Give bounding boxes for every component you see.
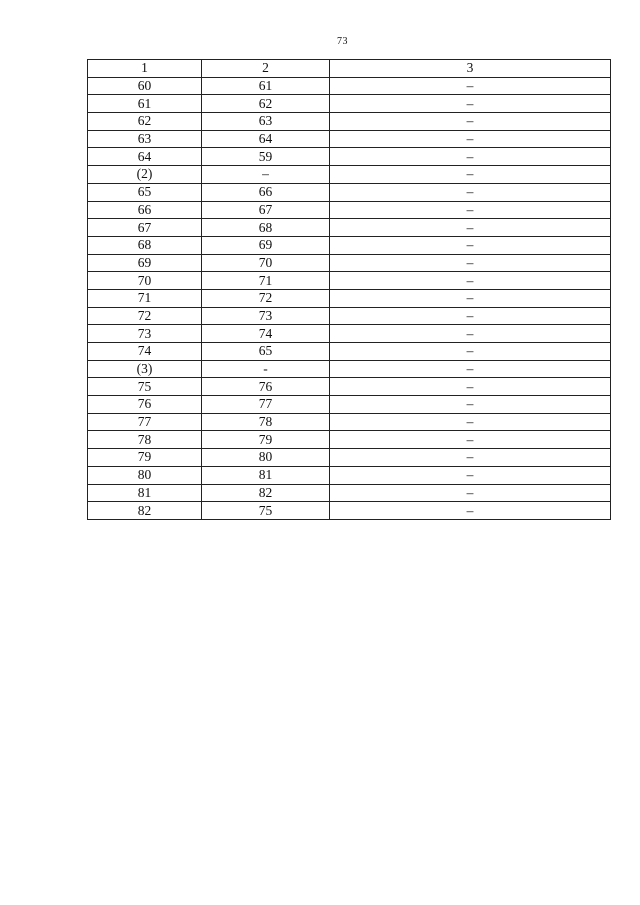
- table-cell: 61: [202, 77, 330, 95]
- table-cell: 72: [88, 307, 202, 325]
- table-cell: 67: [88, 219, 202, 237]
- table-cell: 64: [88, 148, 202, 166]
- table-cell: –: [330, 130, 611, 148]
- table-cell: –: [330, 502, 611, 520]
- table-cell: 60: [88, 77, 202, 95]
- table-cell: 79: [202, 431, 330, 449]
- table-cell: 62: [88, 113, 202, 131]
- table-cell: –: [330, 77, 611, 95]
- table-cell: 66: [88, 201, 202, 219]
- table-cell: 81: [88, 484, 202, 502]
- table-row: [88, 360, 611, 378]
- table-row: [88, 413, 611, 431]
- table-cell: 72: [202, 289, 330, 307]
- table-cell: –: [330, 484, 611, 502]
- table-cell: 61: [88, 95, 202, 113]
- table-cell: –: [330, 413, 611, 431]
- table-cell: 76: [88, 396, 202, 414]
- table-cell: 78: [88, 431, 202, 449]
- table-cell: 75: [202, 502, 330, 520]
- table-row: [88, 166, 611, 184]
- table-cell: 78: [202, 413, 330, 431]
- table-cell: 76: [202, 378, 330, 396]
- table-row: [88, 466, 611, 484]
- table-row: [88, 130, 611, 148]
- table-cell: 67: [202, 201, 330, 219]
- table-cell: –: [330, 466, 611, 484]
- table-cell: –: [330, 95, 611, 113]
- table-cell: –: [330, 378, 611, 396]
- table-cell: 68: [88, 236, 202, 254]
- table-row: [88, 484, 611, 502]
- table-cell: –: [330, 183, 611, 201]
- table-cell: –: [330, 449, 611, 467]
- table-cell: 81: [202, 466, 330, 484]
- table-cell: –: [330, 325, 611, 343]
- table-cell: 70: [202, 254, 330, 272]
- table-cell: 80: [202, 449, 330, 467]
- table-row: [88, 343, 611, 361]
- table-cell: 71: [202, 272, 330, 290]
- table-row: [88, 289, 611, 307]
- table-cell: 63: [88, 130, 202, 148]
- data-table: [87, 59, 611, 520]
- table-row: [88, 113, 611, 131]
- column-header-3: 3: [330, 60, 611, 78]
- table-cell: 69: [88, 254, 202, 272]
- table-cell: 69: [202, 236, 330, 254]
- table-cell: –: [330, 272, 611, 290]
- table-header-row: [88, 60, 611, 78]
- table-cell: –: [330, 236, 611, 254]
- table-row: [88, 272, 611, 290]
- table-cell: 62: [202, 95, 330, 113]
- table-cell: 74: [88, 343, 202, 361]
- table-cell: 64: [202, 130, 330, 148]
- table-cell: –: [330, 254, 611, 272]
- table-row: [88, 502, 611, 520]
- table-cell: 65: [88, 183, 202, 201]
- column-header-1: 1: [88, 60, 202, 78]
- table-cell: 73: [202, 307, 330, 325]
- table-row: [88, 307, 611, 325]
- table-row: [88, 254, 611, 272]
- table-cell: –: [330, 396, 611, 414]
- table-row: [88, 325, 611, 343]
- page-number: 73: [337, 36, 348, 47]
- table-cell: –: [330, 201, 611, 219]
- table-row: [88, 449, 611, 467]
- table-cell: –: [330, 307, 611, 325]
- table-cell: –: [330, 166, 611, 184]
- table-cell: (2): [88, 166, 202, 184]
- table-cell: –: [330, 113, 611, 131]
- column-header-2: 2: [202, 60, 330, 78]
- table-cell: –: [330, 343, 611, 361]
- table-row: [88, 201, 611, 219]
- table-cell: 66: [202, 183, 330, 201]
- table-row: [88, 396, 611, 414]
- table-body: [88, 77, 611, 519]
- table-cell: 73: [88, 325, 202, 343]
- table-cell: –: [330, 360, 611, 378]
- table-cell: 65: [202, 343, 330, 361]
- table-cell: –: [330, 219, 611, 237]
- table-cell: 59: [202, 148, 330, 166]
- table-cell: 82: [202, 484, 330, 502]
- table-row: [88, 378, 611, 396]
- table-row: [88, 95, 611, 113]
- table-cell: 63: [202, 113, 330, 131]
- table-cell: –: [330, 431, 611, 449]
- table-row: [88, 148, 611, 166]
- table-cell: 74: [202, 325, 330, 343]
- table-cell: 68: [202, 219, 330, 237]
- table-row: [88, 431, 611, 449]
- table-cell: 82: [88, 502, 202, 520]
- table-row: [88, 183, 611, 201]
- table-row: [88, 77, 611, 95]
- table-row: [88, 219, 611, 237]
- table-cell: -: [202, 360, 330, 378]
- table-cell: 71: [88, 289, 202, 307]
- table-cell: 77: [88, 413, 202, 431]
- table-cell: –: [330, 148, 611, 166]
- table-cell: 75: [88, 378, 202, 396]
- table-cell: –: [330, 289, 611, 307]
- table-row: [88, 236, 611, 254]
- table-cell: 80: [88, 466, 202, 484]
- table-cell: 77: [202, 396, 330, 414]
- table-cell: 79: [88, 449, 202, 467]
- table-cell: –: [202, 166, 330, 184]
- table-cell: 70: [88, 272, 202, 290]
- table-cell: (3): [88, 360, 202, 378]
